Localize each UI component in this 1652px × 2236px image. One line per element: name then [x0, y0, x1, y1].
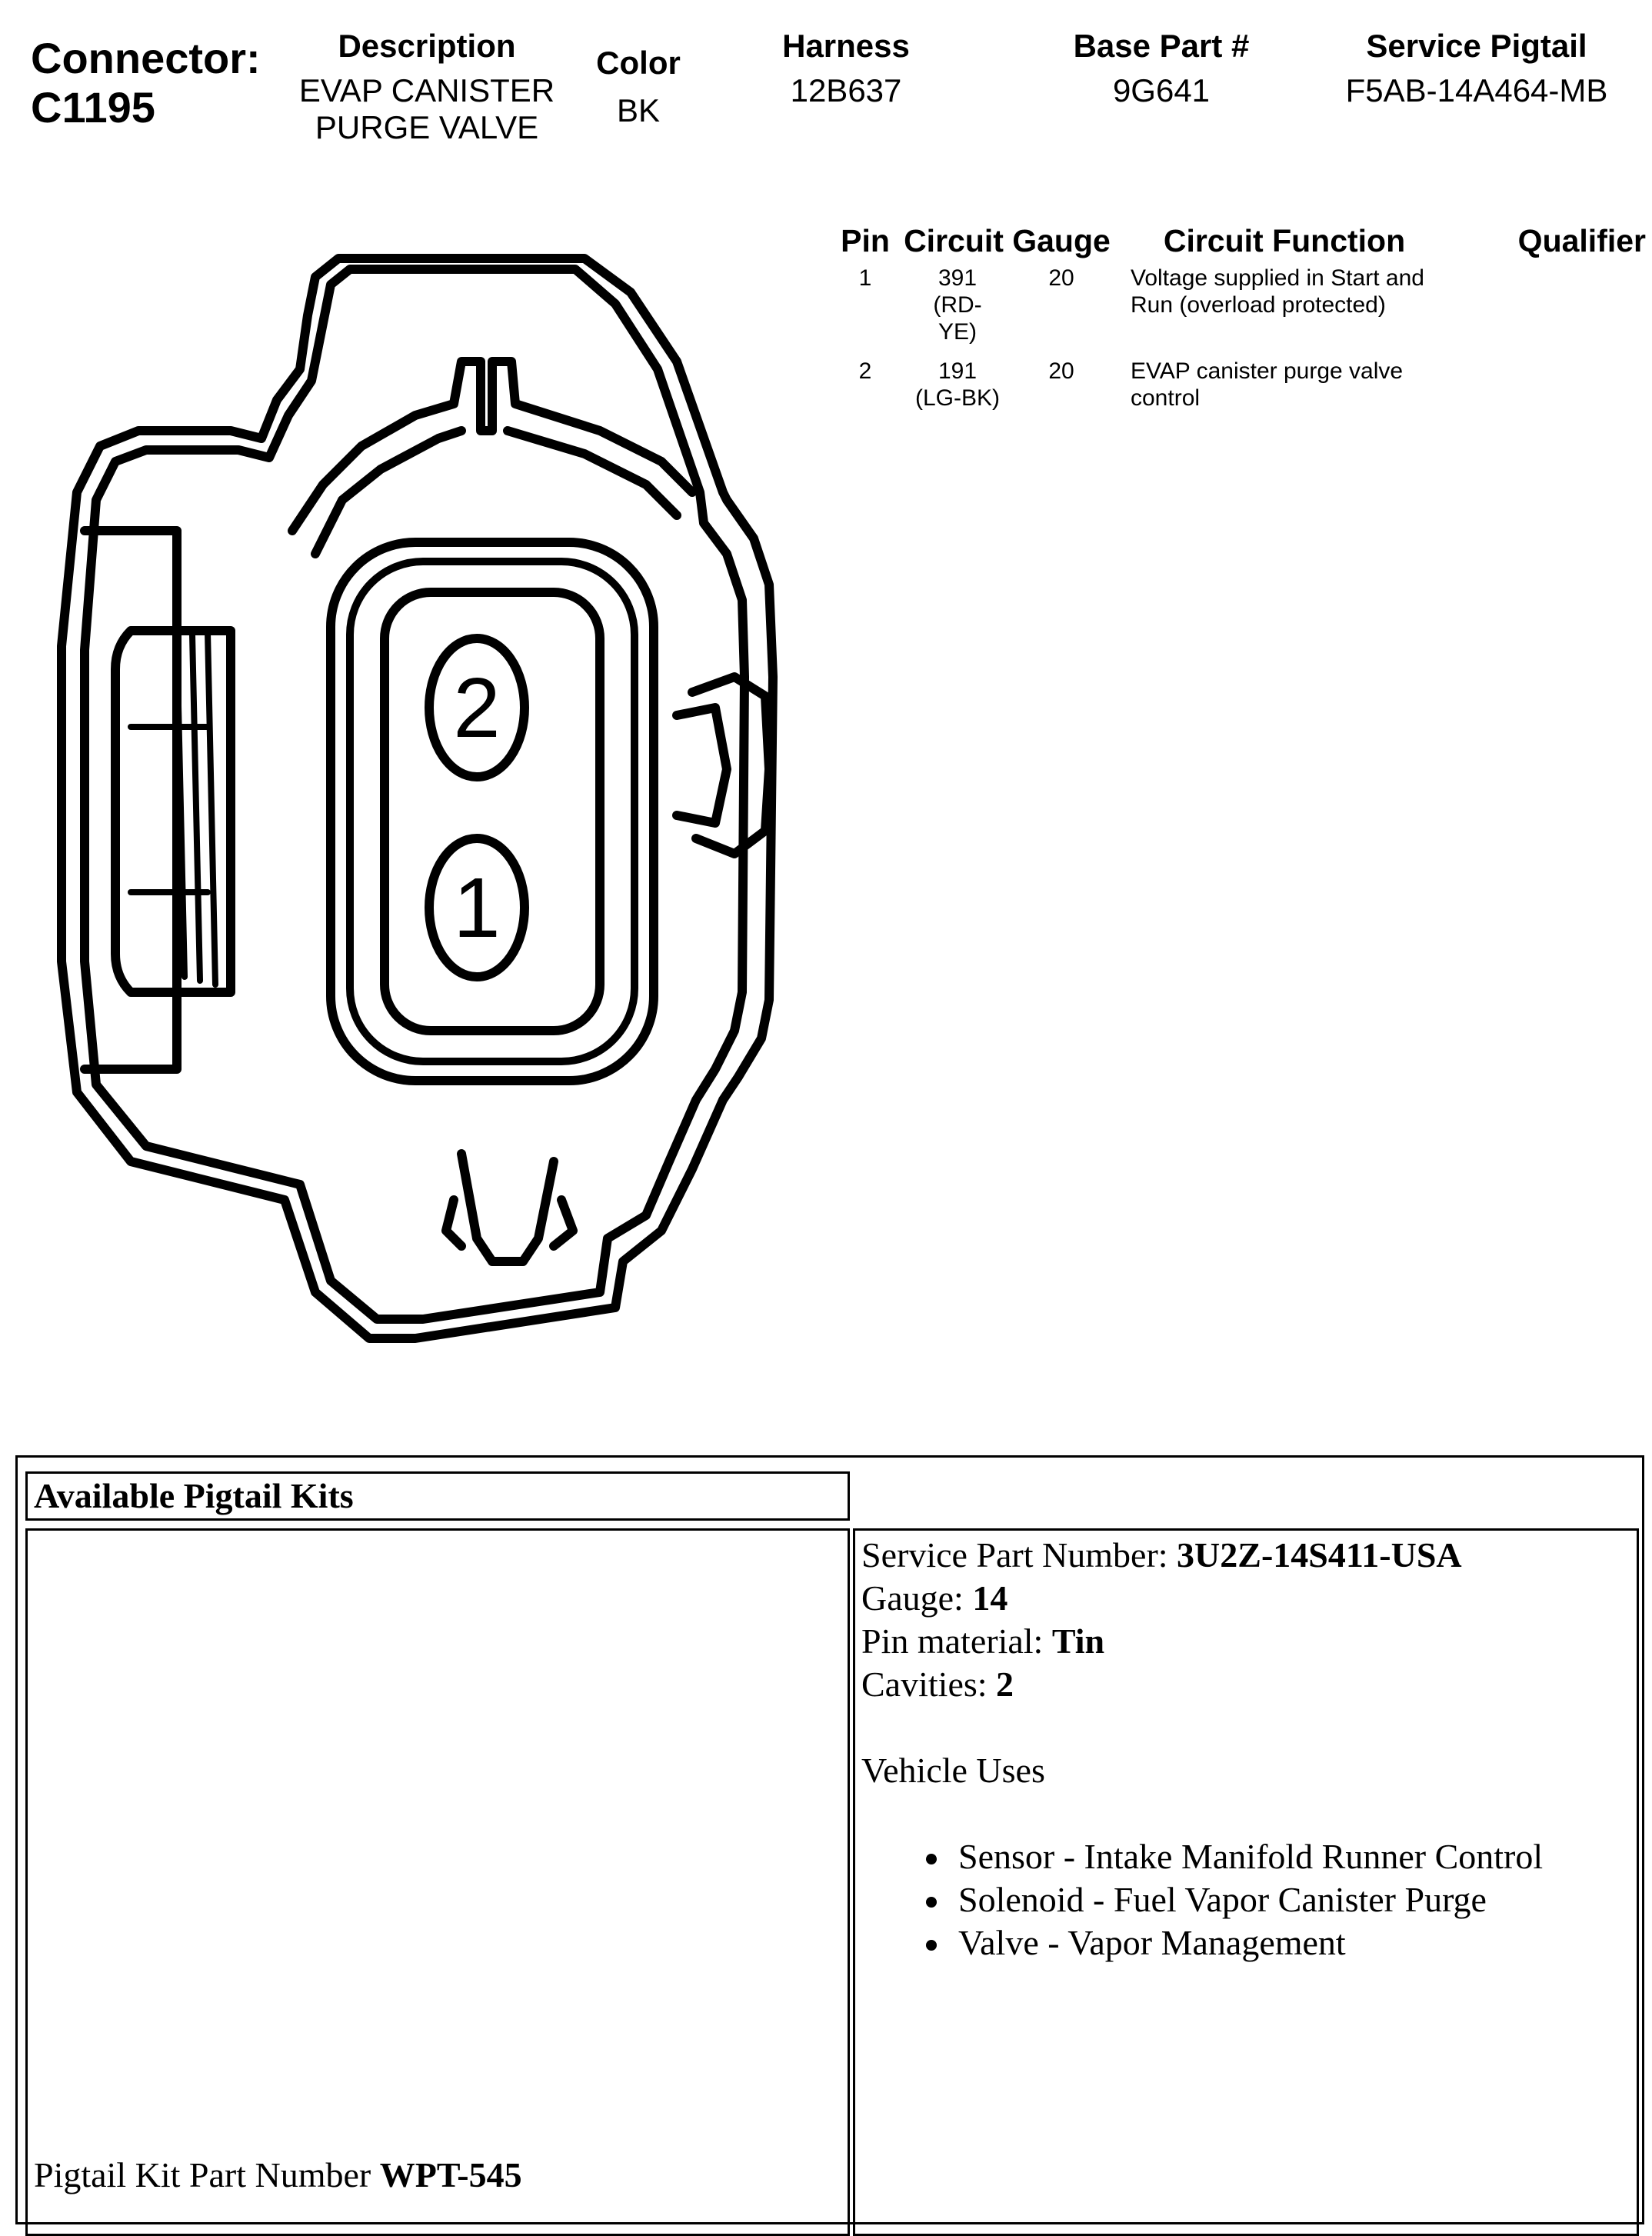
pin-material-line: [861, 1620, 1637, 1663]
latch-outline: [292, 362, 692, 531]
connector-id: C1195: [31, 83, 155, 132]
latch-inner: [315, 431, 677, 554]
description-label: Description: [338, 28, 516, 64]
description-line-2: PURGE VALVE: [315, 109, 539, 145]
qualifier-header: Qualifier: [1517, 223, 1646, 258]
table-row: [831, 353, 1646, 419]
pigtail-kit-image-panel: [25, 1528, 850, 2236]
pin-material-label: Pin material:: [861, 1621, 1052, 1661]
bottom-notch: [446, 1154, 573, 1261]
gauge-label: Gauge:: [861, 1578, 973, 1618]
service-pigtail-label: Service Pigtail: [1366, 28, 1587, 64]
pigtail-kit-details: [853, 1528, 1639, 2236]
gauge-value: 14: [972, 1578, 1008, 1618]
cavities-line: [861, 1663, 1637, 1706]
side-tab-inner: [677, 708, 727, 823]
color-column: [577, 45, 700, 129]
pigtail-kit-part-number: [34, 2154, 522, 2197]
pigtail-kits-title: Available Pigtail Kits: [25, 1471, 850, 1521]
pin-material-value: Tin: [1051, 1621, 1105, 1661]
pigtail-kits-section: [15, 1455, 1644, 2224]
pin-cell: 1: [858, 265, 872, 291]
color-value: BK: [616, 92, 661, 128]
pin-header: Pin: [841, 223, 890, 258]
vehicle-uses-list: [861, 1835, 1637, 1964]
list-item: Valve - Vapor Management: [958, 1921, 1637, 1964]
service-part-line: [861, 1534, 1637, 1577]
vehicle-uses-title: Vehicle Uses: [861, 1751, 1045, 1790]
service-pigtail-value: F5AB-14A464-MB: [1345, 72, 1608, 108]
circuit-cell: 391 (RD-YE): [933, 265, 982, 345]
connector-face-diagram: [46, 246, 815, 1354]
description-line-1: EVAP CANISTER: [298, 72, 555, 108]
description-column: [285, 28, 569, 146]
gauge-header: Gauge: [1012, 223, 1111, 258]
list-item: Sensor - Intake Manifold Runner Control: [958, 1835, 1637, 1878]
gauge-cell: 20: [1048, 265, 1074, 291]
mating-face-outer: [331, 542, 654, 1081]
pin-table-header: [831, 222, 1646, 260]
service-part-label: Service Part Number:: [861, 1535, 1177, 1575]
kit-part-label: Pigtail Kit Part Number: [34, 2155, 380, 2194]
connector-heading: [31, 34, 261, 132]
base-part-value: 9G641: [1112, 72, 1211, 108]
color-label: Color: [596, 45, 681, 81]
table-row: [831, 260, 1646, 353]
kit-part-value: WPT-545: [379, 2155, 522, 2194]
harness-column: [738, 28, 954, 109]
pin-2-label: 2: [453, 661, 501, 755]
mating-face-inner: [385, 592, 600, 1031]
description-value: [285, 72, 569, 146]
circuit-function-cell: Voltage supplied in Start and Run (overload protected): [1131, 265, 1424, 318]
circuit-header: Circuit: [904, 223, 1004, 258]
list-item: Solenoid - Fuel Vapor Canister Purge: [958, 1878, 1637, 1921]
cavities-value: 2: [996, 1665, 1014, 1704]
base-part-label: Base Part #: [1073, 28, 1250, 64]
circuit-cell: 191 (LG-BK): [915, 358, 1001, 411]
circuit-function-cell: EVAP canister purge valve control: [1131, 358, 1404, 411]
qualifier-cell: [1454, 353, 1646, 419]
mating-face-middle: [350, 561, 634, 1061]
pin-1-label: 1: [453, 861, 501, 955]
service-pigtail-column: [1307, 28, 1646, 109]
harness-value: 12B637: [790, 72, 902, 108]
gauge-line: [861, 1577, 1637, 1620]
cavities-label: Cavities:: [861, 1665, 997, 1704]
service-part-value: 3U2Z-14S411-USA: [1177, 1535, 1462, 1575]
circuit-function-header: Circuit Function: [1163, 223, 1406, 258]
connector-label: Connector:: [31, 34, 261, 82]
qualifier-cell: [1454, 260, 1646, 353]
gauge-cell: 20: [1048, 358, 1074, 384]
base-part-column: [1046, 28, 1277, 109]
pin-table: [831, 222, 1646, 419]
pin-cell: 2: [858, 358, 872, 384]
harness-label: Harness: [782, 28, 910, 64]
